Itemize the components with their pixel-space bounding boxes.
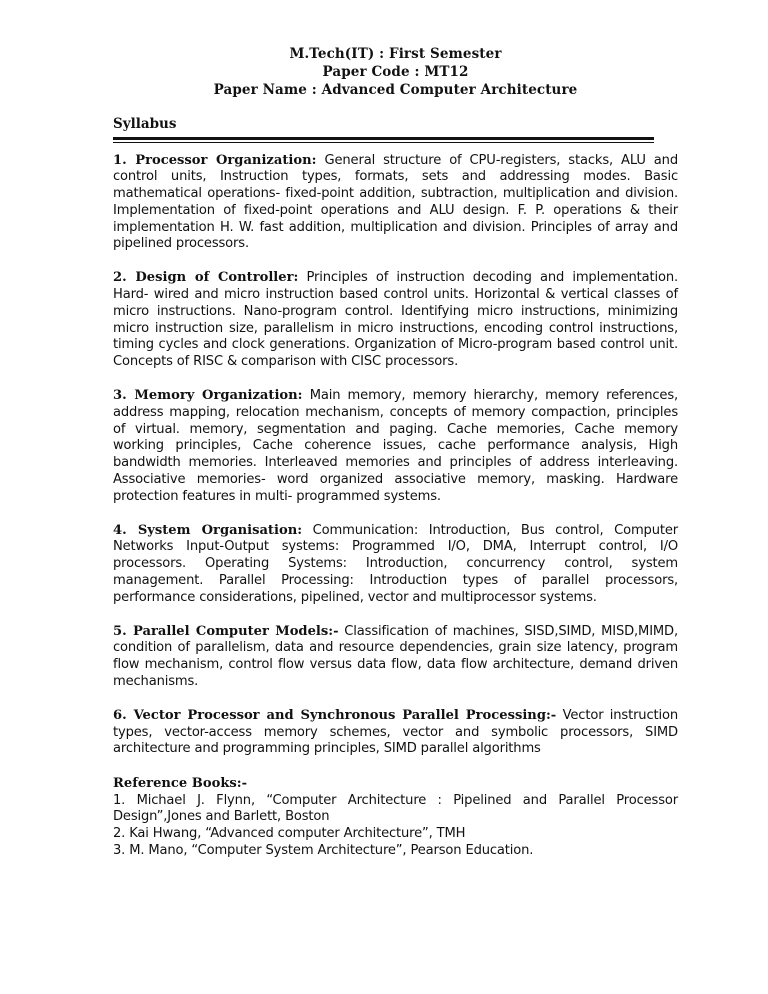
- reference-books-title: Reference Books:-: [113, 776, 248, 792]
- section-design-of-controller: [113, 270, 678, 371]
- section-system-organisation: [113, 523, 678, 607]
- section-processor-organization: [113, 153, 678, 254]
- section-body: Communication: Introduction, Bus control, Computer Networks Input-Output systems: Programmed I/O, DMA, Interrupt control, I/O processors. Operating Systems: Introduction, concurrency control, system management. Parallel Processing: Introduction types of parallel processors, performance considerations, pipelined, vector and multiprocessor systems.: [113, 522, 678, 605]
- reference-item: 2. Kai Hwang, “Advanced computer Architecture”, TMH: [113, 825, 466, 841]
- section-body: Classification of machines, SISD,SIMD, MISD,MIMD, condition of parallelism, data and resource dependencies, grain size latency, program flow mechanism, control flow versus data flow, data flow architecture, demand driven mechanisms.: [113, 623, 679, 690]
- section-heading: 4. System Organisation:: [113, 522, 303, 538]
- paper-name: Paper Name : Advanced Computer Architecture: [213, 82, 578, 98]
- section-body: Principles of instruction decoding and implementation. Hard- wired and micro instruction based control units. Horizontal & vertical classes of micro instructions. Nano-program control. Identifying micro instructions, minimizing micro instruction size, parallelism in micro instructions, encoding control instructions, timing cycles and clock generations. Organization of Micro-program based control unit. Concepts of RISC & comparison with CISC processors.: [113, 270, 678, 370]
- paper-code: Paper Code : MT12: [322, 64, 469, 80]
- double-rule-divider: [113, 137, 654, 143]
- section-memory-organization: [113, 388, 678, 506]
- section-heading: 3. Memory Organization:: [113, 388, 303, 404]
- section-heading: 5. Parallel Computer Models:-: [113, 623, 339, 639]
- section-parallel-computer-models: [113, 624, 678, 691]
- syllabus-label: Syllabus: [113, 116, 177, 132]
- section-vector-processor: [113, 708, 678, 758]
- document-header: [113, 45, 678, 99]
- course-title: M.Tech(IT) : First Semester: [289, 46, 502, 62]
- section-heading: 6. Vector Processor and Synchronous Parallel Processing:-: [113, 707, 557, 723]
- reference-item: 1. Michael J. Flynn, “Computer Architecture : Pipelined and Parallel Processor Design”,Jones and Barlett, Boston: [113, 792, 678, 825]
- section-body: General structure of CPU-registers, stacks, ALU and control units, Instruction types, formats, sets and addressing modes. Basic mathematical operations- fixed-point addition, subtraction, multiplication and division. Implementation of fixed-point operations and ALU design. F. P. operations & their implementation H. W. fast addition, multiplication and division. Principles of array and pipelined processors.: [113, 152, 678, 252]
- reference-books: [113, 776, 678, 859]
- section-body: Main memory, memory hierarchy, memory references, address mapping, relocation mechanism, concepts of memory compaction, principles of virtual. memory, segmentation and paging. Cache memories, Cache memory working principles, Cache coherence issues, cache performance analysis, High bandwidth memories. Interleaved memories and principles of address interleaving. Associative memories- word organized associative memory, masking. Hardware protection features in multi- programmed systems.: [113, 388, 679, 504]
- section-body: Vector instruction types, vector-access memory schemes, vector and symbolic processors, SIMD architecture and programming principles, SIMD parallel algorithms: [113, 707, 678, 757]
- section-heading: 2. Design of Controller:: [113, 270, 299, 286]
- section-heading: 1. Processor Organization:: [113, 152, 317, 168]
- document-page: [113, 45, 678, 859]
- reference-item: 3. M. Mano, “Computer System Architecture”, Pearson Education.: [113, 842, 534, 858]
